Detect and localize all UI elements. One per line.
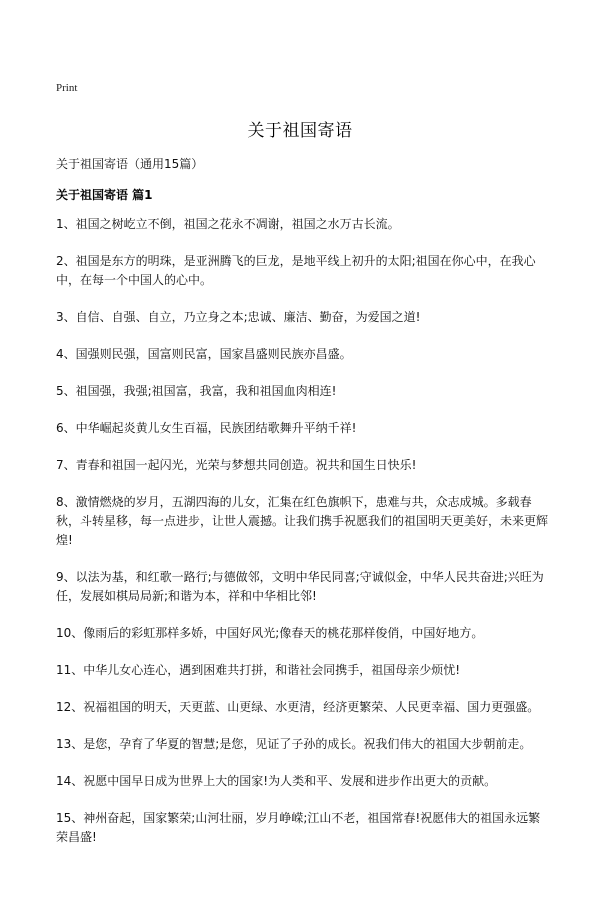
list-item: 8、激情燃烧的岁月，五湖四海的儿女，汇集在红色旗帜下，患难与共，众志成城。多载春秋，斗转星移，每一点进步，让世人震撼。让我们携手祝愿我们的祖国明天更美好，未来更辉煌! bbox=[56, 495, 549, 547]
list-item: 6、中华崛起炎黄儿女生百福，民族团结歌舞升平纳千祥! bbox=[56, 421, 357, 435]
blessing-list bbox=[56, 215, 551, 865]
section-heading: 关于祖国寄语 篇1 bbox=[56, 188, 153, 202]
list-item: 11、中华儿女心连心，遇到困难共打拼，和谐社会同携手，祖国母亲少烦忧! bbox=[56, 663, 461, 677]
page-title: 关于祖国寄语 bbox=[247, 121, 353, 141]
list-item: 4、国强则民强，国富则民富，国家昌盛则民族亦昌盛。 bbox=[56, 347, 352, 361]
list-item: 1、祖国之树屹立不倒，祖国之花永不凋谢，祖国之水万古长流。 bbox=[56, 217, 400, 231]
list-item: 14、祝愿中国早日成为世界上大的国家!为人类和平、发展和进步作出更大的贡献。 bbox=[56, 774, 497, 788]
list-item: 13、是您，孕育了华夏的智慧;是您，见证了子孙的成长。祝我们伟大的祖国大步朝前走。 bbox=[56, 737, 532, 751]
list-item: 2、祖国是东方的明珠，是亚洲腾飞的巨龙，是地平线上初升的太阳;祖国在你心中，在我心中，在每一个中国人的心中。 bbox=[56, 254, 536, 287]
print-label: Print bbox=[56, 82, 78, 94]
list-item: 7、青春和祖国一起闪光，光荣与梦想共同创造。祝共和国生日快乐! bbox=[56, 458, 417, 472]
list-item: 3、自信、自强、自立，乃立身之本;忠诚、廉洁、勤奋，为爱国之道! bbox=[56, 310, 421, 324]
list-item: 12、祝福祖国的明天，天更蓝、山更绿、水更清，经济更繁荣、人民更幸福、国力更强盛。 bbox=[56, 700, 540, 714]
document-subtitle: 关于祖国寄语（通用15篇） bbox=[56, 157, 204, 171]
list-item: 15、神州奋起，国家繁荣;山河壮丽，岁月峥嵘;江山不老，祖国常春!祝愿伟大的祖国永远繁荣昌盛! bbox=[56, 811, 541, 844]
list-item: 5、祖国强，我强;祖国富，我富，我和祖国血肉相连! bbox=[56, 384, 337, 398]
list-item: 10、像雨后的彩虹那样多娇，中国好风光;像春天的桃花那样俊俏，中国好地方。 bbox=[56, 626, 484, 640]
list-item: 9、以法为基，和红歌一路行;与德做邻，文明中华民同喜;守诚似金，中华人民共奋进;兴旺为任，发展如棋局局新;和谐为本，祥和中华相比邻! bbox=[56, 570, 544, 603]
